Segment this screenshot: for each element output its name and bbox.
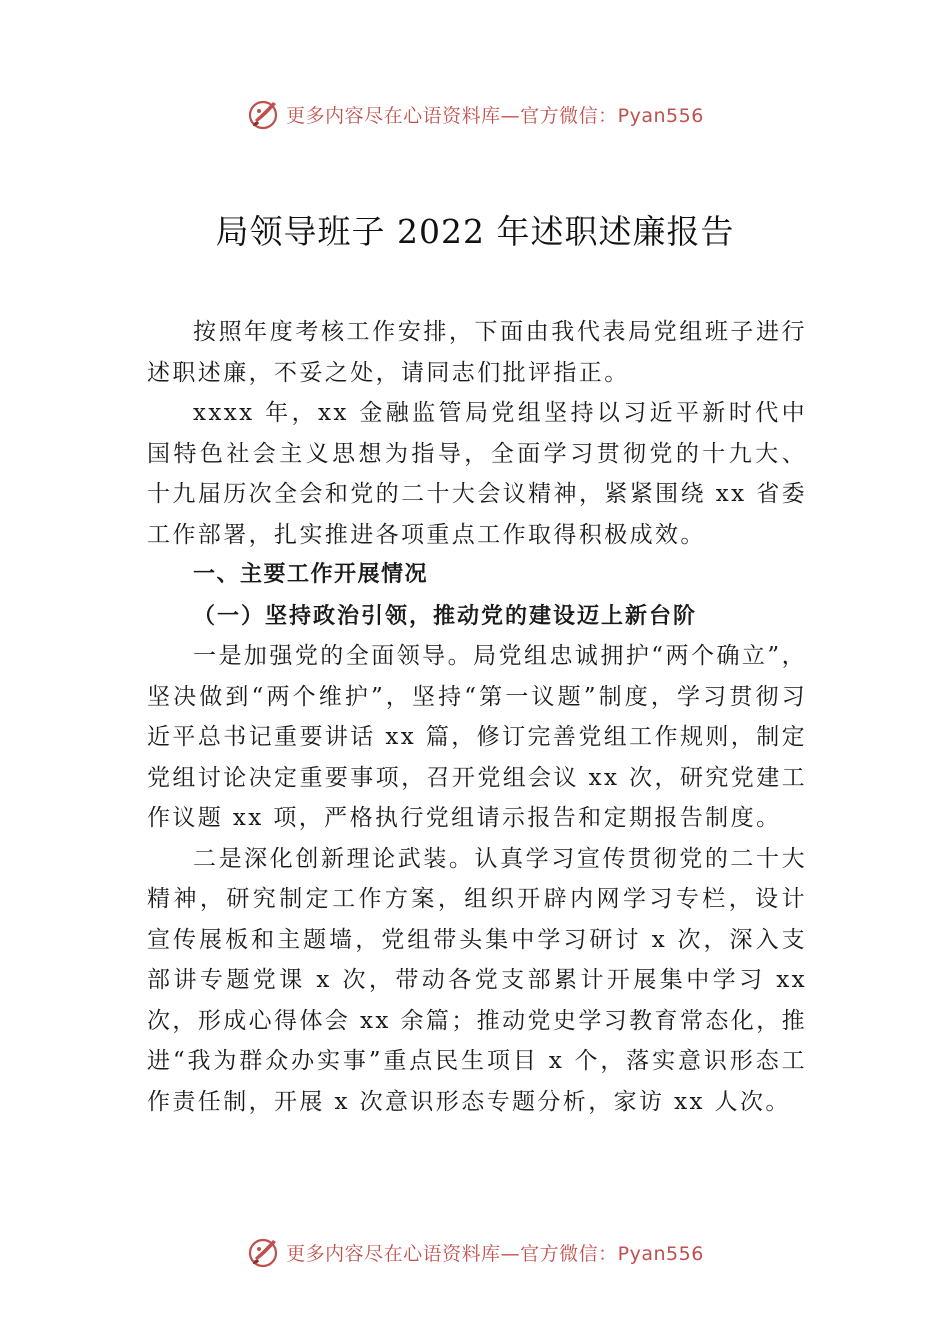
footer-banner <box>0 1232 950 1272</box>
subsection-heading: （一）坚持政治引领，推动党的建设迈上新台阶 <box>193 602 698 629</box>
banner-text: 更多内容尽在心语资料库—官方微信：Pyan556 <box>286 104 704 127</box>
body-paragraph-1: 一是加强党的全面领导。局党组忠诚拥护“两个确立”，坚决做到“两个维护”，坚持“第一议题”制度，学习贯彻习近平总书记重要讲话 xx 篇，修订完善党组工作规则，制定党组讨论决定重要事项，召开党组会议 xx 次，研究党建工作议题 xx 项，严格执行党组请示报告和定期报告制度。 <box>147 643 807 831</box>
document-body <box>147 312 807 1122</box>
body-paragraph-2: 二是深化创新理论武装。认真学习宣传贯彻党的二十大精神，研究制定工作方案，组织开辟内网学习专栏，设计宣传展板和主题墙，党组带头集中学习研讨 x 次，深入支部讲专题党课 x 次，带动各党支部累计开展集中学习 xx 次，形成心得体会 xx 余篇；推动党史学习教育常态化，推进“我为群众办实事”重点民生项目 x 个，落实意识形态工作责任制，开展 x 次意识形态专题分析，家访 xx 人次。 <box>147 845 807 1115</box>
brush-logo-icon <box>246 96 282 132</box>
section-heading: 一、主要工作开展情况 <box>193 562 429 587</box>
overview-paragraph: xxxx 年，xx 金融监管局党组坚持以习近平新时代中国特色社会主义思想为指导，全面学习贯彻党的十九大、十九届历次全会和党的二十大会议精神，紧紧围绕 xx 省委工作部署，扎实推进各项重点工作取得积极成效。 <box>147 400 807 548</box>
document-title: 局领导班子 2022 年述职述廉报告 <box>215 212 735 251</box>
brush-logo-icon <box>246 1234 282 1270</box>
header-banner <box>0 94 950 134</box>
intro-paragraph: 按照年度考核工作安排，下面由我代表局党组班子进行述职述廉，不妥之处，请同志们批评指正。 <box>147 319 807 386</box>
banner-text: 更多内容尽在心语资料库—官方微信：Pyan556 <box>286 1242 704 1265</box>
